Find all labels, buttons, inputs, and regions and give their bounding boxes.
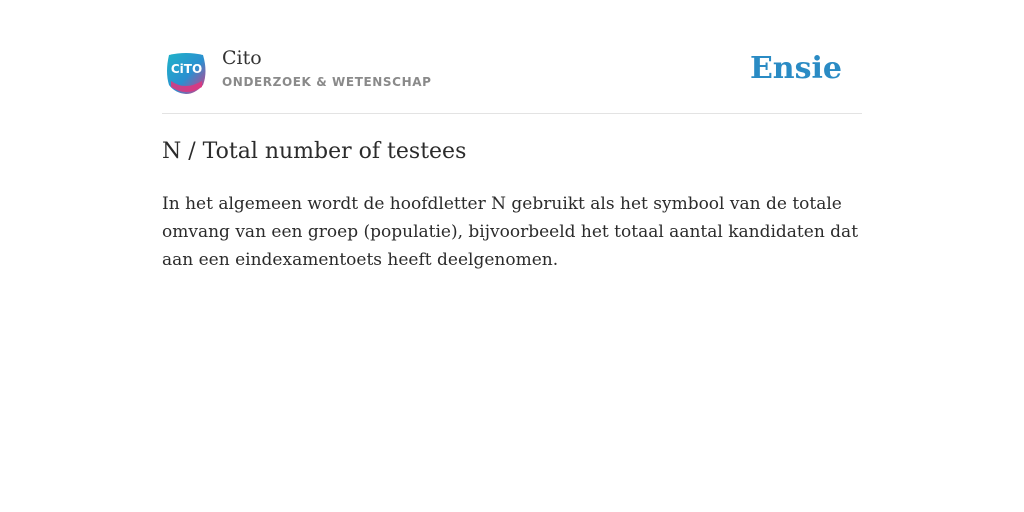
brand-logo[interactable]: Ensie bbox=[749, 51, 842, 86]
entry-description: In het algemeen wordt de hoofdletter N gebruikt als het symbool van de totale omvang van een groep (populatie), bijvoorbeeld het totaal aantal kandidaten dat aan een eindexamentoets heeft deelgenomen. bbox=[162, 194, 859, 270]
org-name[interactable]: Cito bbox=[222, 47, 262, 69]
header bbox=[162, 0, 862, 114]
org-subtitle: ONDERZOEK & WETENSCHAP bbox=[222, 75, 432, 89]
content-container bbox=[162, 0, 862, 270]
entry-title: N / Total number of testees bbox=[162, 139, 467, 164]
cito-logo-icon[interactable] bbox=[165, 51, 208, 94]
logo-text: CiTO bbox=[170, 62, 203, 76]
